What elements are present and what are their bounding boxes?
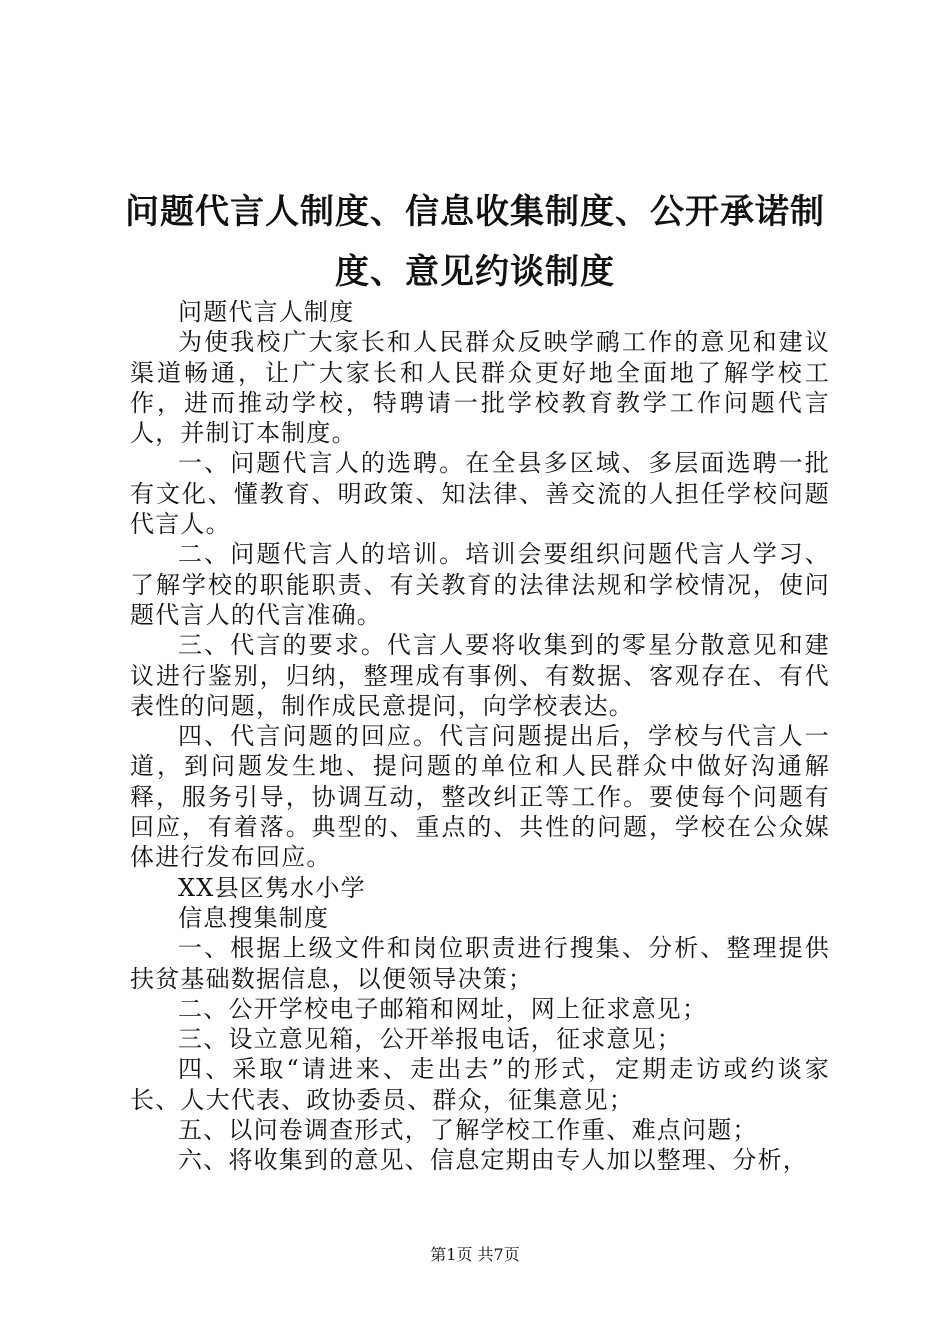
title-line-1: 问题代言人制度、信息收集制度、公开承诺制 xyxy=(125,192,825,232)
paragraph: 六、将收集到的意见、信息定期由专人加以整理、分析， xyxy=(178,1146,808,1175)
paragraph: 五、以问卷调查形式，了解学校工作重、难点问题； xyxy=(178,1116,758,1145)
paragraph: 三、设立意见箱，公开举报电话，征求意见； xyxy=(178,1025,682,1054)
document-title xyxy=(110,182,840,302)
paragraph: 信息搜集制度 xyxy=(178,903,330,932)
paragraph: 一、问题代言人的选聘。在全县多区域、多层面选聘一批有文化、懂教育、明政策、知法律、善交流的人担任学校问题代言人。 xyxy=(130,449,830,539)
paragraph: 四、采取“请进来、走出去”的形式，定期走访或约谈家长、人大代表、政协委员、群众，征集意见； xyxy=(130,1055,830,1114)
document-body xyxy=(130,297,830,1176)
paragraph: 一、根据上级文件和岗位职责进行搜集、分析、整理提供扶贫基础数据信息，以便领导决策； xyxy=(130,934,830,993)
paragraph: 二、问题代言人的培训。培训会要组织问题代言人学习、了解学校的职能职责、有关教育的法律法规和学校情况，使问题代言人的代言准确。 xyxy=(130,540,830,629)
paragraph: 三、代言的要求。代言人要将收集到的零星分散意见和建议进行鉴别，归纳，整理成有事例、有数据、客观存在、有代表性的问题，制作成民意提问，向学校表达。 xyxy=(130,631,830,720)
paragraph: 二、公开学校电子邮箱和网址，网上征求意见； xyxy=(178,994,708,1023)
paragraph: XX县区隽水小学 xyxy=(178,873,366,902)
page-footer: 第1页 共7页 xyxy=(430,1245,520,1264)
paragraph: 四、代言问题的回应。代言问题提出后，学校与代言人一道，到问题发生地、提问题的单位和人民群众中做好沟通解释，服务引导，协调互动，整改纠正等工作。要使每个问题有回应，有着落。典型的、重点的、共性的问题，学校在公众媒体进行发布回应。 xyxy=(130,722,830,872)
paragraph: 为使我校广大家长和人民群众反映学鸸工作的意见和建议渠道畅通，让广大家长和人民群众更好地全面地了解学校工作，进而推动学校，特聘请一批学校教育教学工作问题代言人，并制订本制度。 xyxy=(130,328,830,448)
title-line-2: 度、意见约谈制度 xyxy=(335,252,615,292)
paragraph: 问题代言人制度 xyxy=(178,298,355,326)
